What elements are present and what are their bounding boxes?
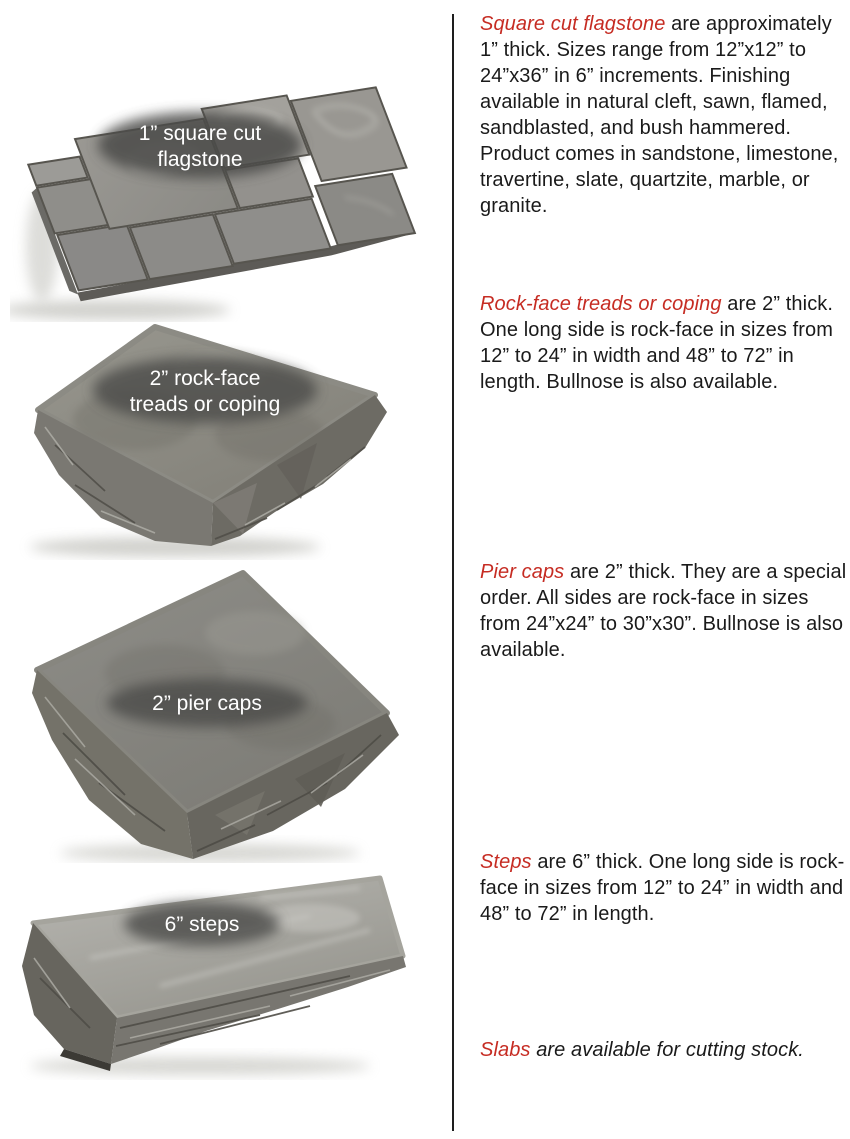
pier-cap-illustration <box>15 563 440 863</box>
photo-label-line1: 2” pier caps <box>152 692 262 715</box>
description-text-slabs: are available for cutting stock. <box>530 1039 804 1061</box>
description-slabs <box>480 1037 850 1063</box>
description-text-rock-face-treads: are 2” thick. One long side is rock-face in sizes from 12” to 24” in width and 48” to 72” in length. Bullnose is also available. <box>480 293 834 393</box>
photo-label-line2: flagstone <box>157 148 243 171</box>
rock-face-tread-illustration <box>15 315 440 560</box>
photo-label-line2: treads or coping <box>129 393 281 416</box>
description-text-pier-caps: are 2” thick. They are a special order. All sides are rock-face in sizes from 24”x24” to 30”x30”. Bullnose is also available. <box>480 561 847 661</box>
description-steps <box>480 849 850 927</box>
photo-label-line1: 6” steps <box>164 913 240 936</box>
term-slabs: Slabs <box>480 1039 531 1061</box>
term-square-cut-flagstone: Square cut flagstone <box>480 13 666 35</box>
description-text-steps: are 6” thick. One long side is rock-face in sizes from 12” to 24” in width and 48” to 72” in length. <box>480 851 845 925</box>
term-rock-face-treads: Rock-face treads or coping <box>480 293 722 315</box>
step-illustration <box>10 868 440 1080</box>
photo-square-cut-flagstone <box>10 62 440 322</box>
photo-rock-face-treads <box>15 315 440 560</box>
term-steps: Steps <box>480 851 532 873</box>
photo-steps <box>10 868 440 1080</box>
photo-pier-caps <box>15 563 440 863</box>
column-divider <box>452 14 454 1131</box>
description-text-square-cut-flagstone: are approximately 1” thick. Sizes range from 12”x12” to 24”x36” in 6” increments. Finishing available in natural cleft, sawn, flamed, sandblasted, and bush hammered. Product comes in sandstone, limestone, travertine, slate, quartzite, marble, or granite. <box>480 13 839 217</box>
description-square-cut-flagstone <box>480 11 850 219</box>
photo-label-line1: 1” square cut <box>138 122 262 145</box>
term-pier-caps: Pier caps <box>480 561 565 583</box>
description-pier-caps <box>480 559 850 663</box>
photo-label-line1: 2” rock-face <box>149 367 261 390</box>
square-cut-flagstone-illustration <box>10 62 440 322</box>
description-rock-face-treads <box>480 291 850 395</box>
